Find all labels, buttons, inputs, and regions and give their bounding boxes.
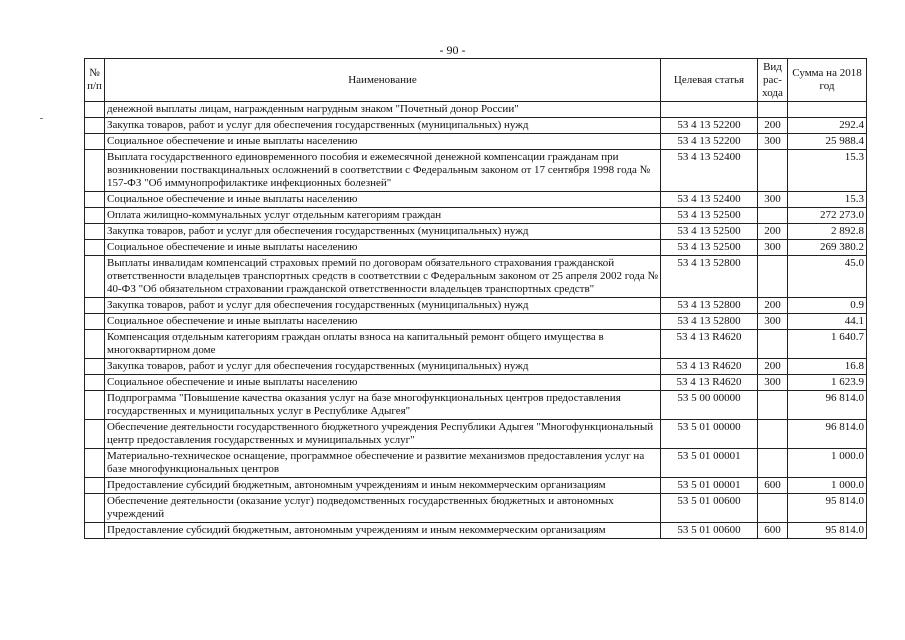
row-code-cell: 53 5 01 00001 (661, 478, 758, 494)
header-code: Целевая статья (661, 59, 758, 102)
budget-table (84, 58, 867, 539)
row-type-cell: 300 (758, 240, 788, 256)
header-name: Наименование (105, 59, 661, 102)
row-num-cell (85, 375, 105, 391)
table-row (85, 102, 867, 118)
row-code-cell: 53 4 13 52400 (661, 150, 758, 192)
header-sum: Сумма на 2018 год (788, 59, 867, 102)
row-type-cell: 300 (758, 192, 788, 208)
row-sum-cell: 1 000.0 (788, 478, 867, 494)
row-type-cell (758, 420, 788, 449)
row-code-cell (661, 102, 758, 118)
row-type-cell: 200 (758, 224, 788, 240)
row-num-cell (85, 134, 105, 150)
row-type-cell (758, 208, 788, 224)
row-name-cell: Компенсация отдельным категориям граждан оплаты взноса на капитальный ремонт общего имущества в многоквартирном доме (105, 330, 661, 359)
row-num-cell (85, 208, 105, 224)
row-type-cell: 300 (758, 134, 788, 150)
table-row (85, 375, 867, 391)
row-sum-cell: 95 814.0 (788, 494, 867, 523)
row-num-cell (85, 314, 105, 330)
row-type-cell (758, 256, 788, 298)
row-type-cell (758, 494, 788, 523)
row-type-cell (758, 150, 788, 192)
row-type-cell: 600 (758, 523, 788, 539)
table-row (85, 449, 867, 478)
row-code-cell: 53 5 01 00000 (661, 420, 758, 449)
row-type-cell (758, 102, 788, 118)
row-sum-cell: 2 892.8 (788, 224, 867, 240)
row-num-cell (85, 330, 105, 359)
row-sum-cell: 44.1 (788, 314, 867, 330)
row-type-cell: 200 (758, 298, 788, 314)
table-row (85, 391, 867, 420)
row-name-cell: Закупка товаров, работ и услуг для обеспечения государственных (муниципальных) нужд (105, 298, 661, 314)
row-code-cell: 53 4 13 R4620 (661, 375, 758, 391)
row-sum-cell: 96 814.0 (788, 391, 867, 420)
table-row (85, 256, 867, 298)
row-sum-cell: 1 640.7 (788, 330, 867, 359)
row-name-cell: Выплаты инвалидам компенсаций страховых премий по договорам обязательного страхования гражданской ответственности владельцев транспортных средств в соответствии с Федеральным законом от 25 апреля 2002 года № 40-ФЗ "Об обязательном страховании гражданской ответственности владельцев транспортных средств" (105, 256, 661, 298)
row-name-cell: Выплата государственного единовременного пособия и ежемесячной денежной компенсации гражданам при возникновении поствакцинальных осложнений в соответствии с Федеральным законом от 17 сентября 1998 года № 157-ФЗ "Об иммунопрофилактике инфекционных болезней" (105, 150, 661, 192)
table-row (85, 523, 867, 539)
table-header-row (85, 59, 867, 102)
table-row (85, 330, 867, 359)
row-name-cell: Социальное обеспечение и иные выплаты населению (105, 314, 661, 330)
row-num-cell (85, 118, 105, 134)
row-num-cell (85, 391, 105, 420)
table-row (85, 359, 867, 375)
row-type-cell: 200 (758, 359, 788, 375)
row-sum-cell: 269 380.2 (788, 240, 867, 256)
row-num-cell (85, 494, 105, 523)
row-sum-cell: 16.8 (788, 359, 867, 375)
row-sum-cell: 96 814.0 (788, 420, 867, 449)
table-row (85, 192, 867, 208)
margin-mark (40, 118, 43, 119)
row-code-cell: 53 5 01 00001 (661, 449, 758, 478)
row-code-cell: 53 4 13 52800 (661, 314, 758, 330)
row-name-cell: денежной выплаты лицам, награжденным нагрудным знаком "Почетный донор России" (105, 102, 661, 118)
row-type-cell (758, 330, 788, 359)
row-type-cell: 200 (758, 118, 788, 134)
row-num-cell (85, 192, 105, 208)
row-sum-cell: 1 623.9 (788, 375, 867, 391)
table-row (85, 118, 867, 134)
row-code-cell: 53 4 13 52200 (661, 134, 758, 150)
header-type: Вид рас-хода (758, 59, 788, 102)
row-name-cell: Социальное обеспечение и иные выплаты населению (105, 240, 661, 256)
budget-table-container (84, 58, 866, 539)
row-code-cell: 53 4 13 52800 (661, 298, 758, 314)
row-num-cell (85, 359, 105, 375)
row-num-cell (85, 102, 105, 118)
table-row (85, 478, 867, 494)
row-num-cell (85, 298, 105, 314)
row-sum-cell (788, 102, 867, 118)
row-sum-cell: 25 988.4 (788, 134, 867, 150)
table-row (85, 314, 867, 330)
row-name-cell: Социальное обеспечение и иные выплаты населению (105, 192, 661, 208)
row-sum-cell: 272 273.0 (788, 208, 867, 224)
table-row (85, 150, 867, 192)
row-sum-cell: 45.0 (788, 256, 867, 298)
row-name-cell: Социальное обеспечение и иные выплаты населению (105, 375, 661, 391)
row-name-cell: Обеспечение деятельности (оказание услуг) подведомственных государственных бюджетных и автономных учреждений (105, 494, 661, 523)
row-name-cell: Обеспечение деятельности государственного бюджетного учреждения Республики Адыгея "Многофункциональный центр предоставления государственных и муниципальных услуг" (105, 420, 661, 449)
row-num-cell (85, 224, 105, 240)
row-sum-cell: 15.3 (788, 150, 867, 192)
row-sum-cell: 1 000.0 (788, 449, 867, 478)
table-row (85, 420, 867, 449)
table-body (85, 102, 867, 539)
table-row (85, 224, 867, 240)
row-code-cell: 53 4 13 R4620 (661, 359, 758, 375)
header-num: № п/п (85, 59, 105, 102)
row-num-cell (85, 449, 105, 478)
table-row (85, 298, 867, 314)
row-type-cell: 300 (758, 314, 788, 330)
row-code-cell: 53 5 00 00000 (661, 391, 758, 420)
row-name-cell: Оплата жилищно-коммунальных услуг отдельным категориям граждан (105, 208, 661, 224)
table-row (85, 240, 867, 256)
table-row (85, 134, 867, 150)
row-code-cell: 53 4 13 52400 (661, 192, 758, 208)
row-code-cell: 53 4 13 52200 (661, 118, 758, 134)
row-code-cell: 53 4 13 52500 (661, 224, 758, 240)
row-sum-cell: 95 814.0 (788, 523, 867, 539)
row-num-cell (85, 523, 105, 539)
row-name-cell: Закупка товаров, работ и услуг для обеспечения государственных (муниципальных) нужд (105, 359, 661, 375)
table-row (85, 208, 867, 224)
row-type-cell (758, 391, 788, 420)
row-name-cell: Предоставление субсидий бюджетным, автономным учреждениям и иным некоммерческим организациям (105, 523, 661, 539)
row-num-cell (85, 256, 105, 298)
row-name-cell: Подпрограмма "Повышение качества оказания услуг на базе многофункциональных центров предоставления государственных и муниципальных услуг в Республике Адыгея" (105, 391, 661, 420)
row-num-cell (85, 420, 105, 449)
row-code-cell: 53 4 13 52800 (661, 256, 758, 298)
table-row (85, 494, 867, 523)
row-name-cell: Предоставление субсидий бюджетным, автономным учреждениям и иным некоммерческим организациям (105, 478, 661, 494)
row-name-cell: Социальное обеспечение и иные выплаты населению (105, 134, 661, 150)
row-name-cell: Закупка товаров, работ и услуг для обеспечения государственных (муниципальных) нужд (105, 118, 661, 134)
row-sum-cell: 292.4 (788, 118, 867, 134)
row-code-cell: 53 5 01 00600 (661, 494, 758, 523)
row-sum-cell: 15.3 (788, 192, 867, 208)
row-num-cell (85, 240, 105, 256)
row-type-cell (758, 449, 788, 478)
row-code-cell: 53 5 01 00600 (661, 523, 758, 539)
row-type-cell: 600 (758, 478, 788, 494)
page-number: - 90 - (439, 43, 466, 57)
row-name-cell: Материально-техническое оснащение, программное обеспечение и развитие механизмов предоставления услуг на базе многофункциональных центров (105, 449, 661, 478)
row-num-cell (85, 478, 105, 494)
row-num-cell (85, 150, 105, 192)
row-code-cell: 53 4 13 R4620 (661, 330, 758, 359)
row-code-cell: 53 4 13 52500 (661, 208, 758, 224)
row-type-cell: 300 (758, 375, 788, 391)
row-sum-cell: 0.9 (788, 298, 867, 314)
row-code-cell: 53 4 13 52500 (661, 240, 758, 256)
row-name-cell: Закупка товаров, работ и услуг для обеспечения государственных (муниципальных) нужд (105, 224, 661, 240)
